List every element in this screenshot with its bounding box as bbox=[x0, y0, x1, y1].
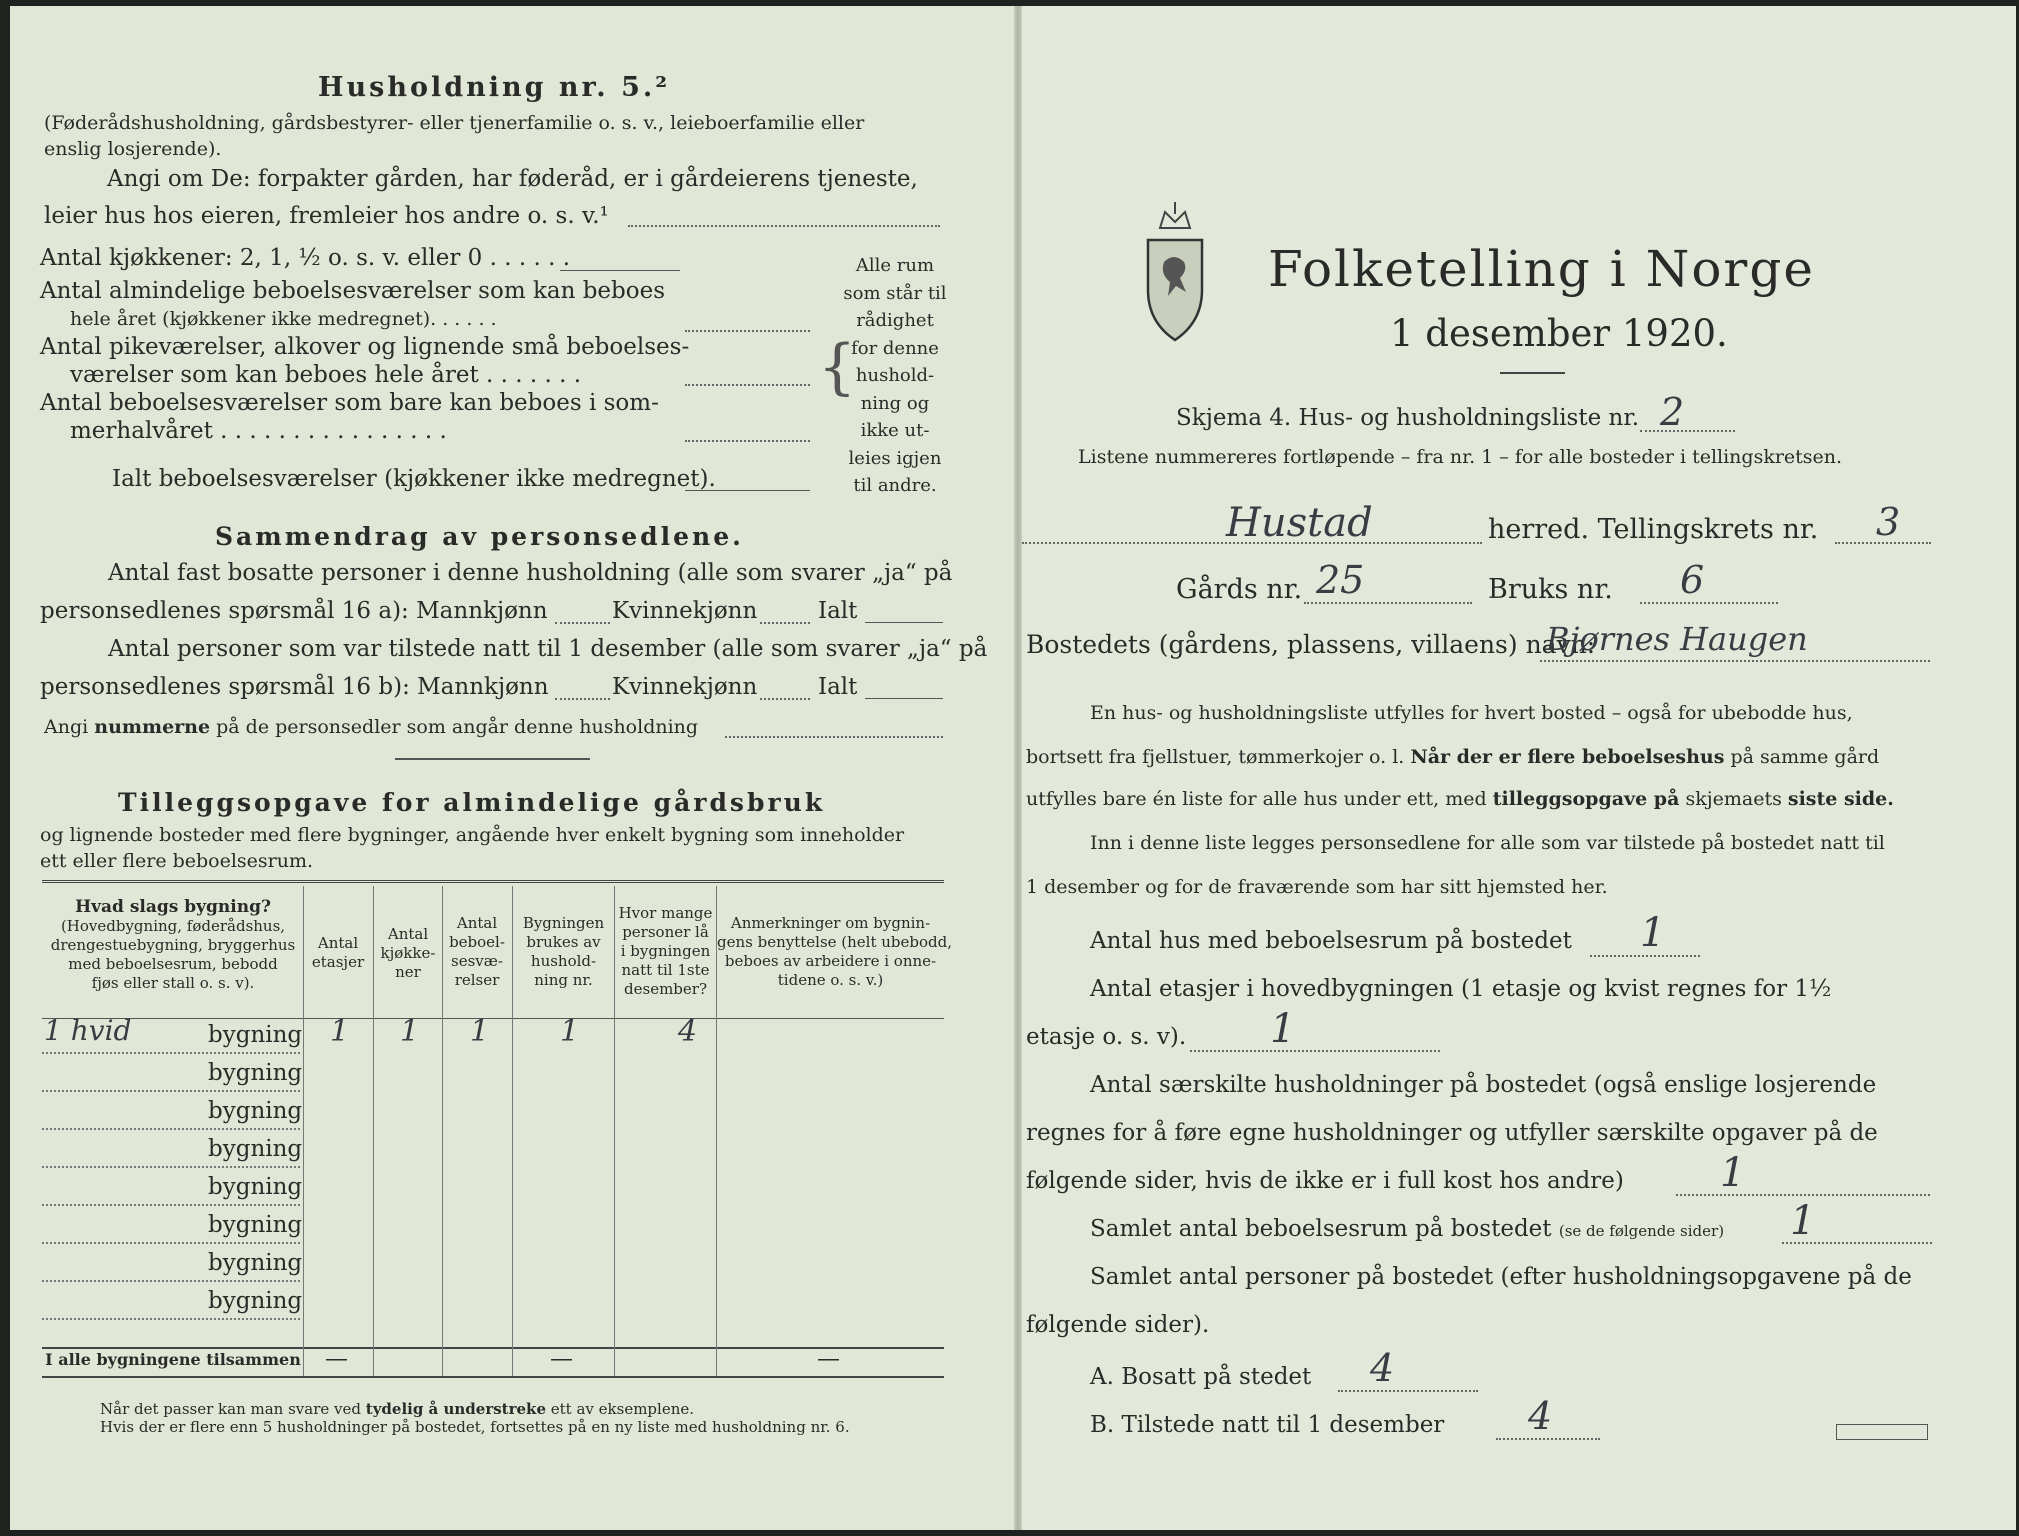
summary-female-label-b: Kvinnekjønn bbox=[612, 674, 758, 700]
q-husholdninger-c: følgende sider, hvis de ikke er i full kost hos andre) bbox=[1026, 1168, 1624, 1194]
q-husholdninger-line bbox=[1676, 1194, 1930, 1196]
rooms-note-line: som står til bbox=[843, 282, 947, 304]
summary-female-line-b bbox=[760, 698, 810, 700]
rooms-line-1 bbox=[560, 270, 680, 271]
footnote-1a: Når det passer kan man svare ved bbox=[100, 1400, 361, 1418]
para-2c: på samme gård bbox=[1730, 746, 1880, 768]
header-line: etasjer bbox=[311, 953, 365, 971]
q-etasjer-label-b: etasje o. s. v). bbox=[1026, 1024, 1187, 1050]
table-header-persons bbox=[615, 904, 716, 999]
summary-male-line-a bbox=[555, 622, 610, 624]
rooms-line-4 bbox=[685, 440, 810, 442]
herred-value: Hustad bbox=[1226, 500, 1373, 546]
krets-line bbox=[1835, 542, 1931, 544]
header-line: fjøs eller stall o. s. v). bbox=[91, 974, 255, 992]
header-line: ning nr. bbox=[534, 971, 593, 989]
table-top-rule bbox=[42, 880, 944, 883]
intro-line-1: (Føderådshusholdning, gårdsbestyrer- eller tjenerfamilie o. s. v., leieboerfamilie eller bbox=[44, 112, 865, 134]
para-2 bbox=[1026, 746, 1879, 768]
census-title: Folketelling i Norge bbox=[1268, 240, 1815, 298]
header-line: Antal bbox=[456, 914, 498, 932]
summary-line-3: Antal personer som var tilstede natt til 1 desember (alle som svarer „ja“ på bbox=[108, 636, 988, 662]
row-vaerelser-value: 1 bbox=[470, 1014, 490, 1049]
q-etasjer-line bbox=[1190, 1050, 1440, 1052]
coat-of-arms-icon bbox=[1140, 200, 1210, 348]
row-bygning-label: bygning bbox=[208, 1022, 303, 1048]
row-dotline bbox=[42, 1318, 300, 1320]
rooms-note-line: til andre. bbox=[853, 475, 937, 496]
bosted-label: Bostedets (gårdens, plassens, villaens) navn: bbox=[1026, 630, 1596, 659]
total-dash: — bbox=[817, 1346, 840, 1372]
footnote-2: Hvis der er flere enn 5 husholdninger på bostedet, fortsettes på en ny liste med husholdning nr. 6. bbox=[100, 1418, 850, 1436]
para-4: Inn i denne liste legges personsedlene for alle som var tilstede på bostedet natt til bbox=[1090, 832, 1885, 854]
para-2b: Når der er flere beboelseshus bbox=[1410, 746, 1725, 768]
rooms-note-line: hushold- bbox=[855, 365, 935, 386]
page-fold bbox=[1014, 6, 1022, 1530]
summary-total-label-b: Ialt bbox=[818, 674, 858, 700]
table-bottom-rule-b bbox=[42, 1376, 944, 1378]
header-line: personer lå bbox=[622, 923, 709, 941]
rooms-ordinary-a: Antal almindelige beboelsesværelser som kan beboes bbox=[40, 278, 666, 304]
bosted-value: Bjørnes Haugen bbox=[1546, 620, 1808, 658]
footnote-1c: ett av eksemplene. bbox=[550, 1400, 695, 1418]
census-date: 1 desember 1920. bbox=[1390, 312, 1728, 355]
q-rum-label-b: (se de følgende sider) bbox=[1558, 1222, 1725, 1240]
bruks-line bbox=[1640, 602, 1778, 604]
q-husholdninger-a: Antal særskilte husholdninger på bostedet (også enslige losjerende bbox=[1090, 1072, 1877, 1098]
q-hus-label: Antal hus med beboelsesrum på bostedet bbox=[1090, 928, 1572, 954]
intro-line-2: enslig losjerende). bbox=[44, 138, 222, 160]
summary-total-line-b bbox=[865, 698, 943, 699]
total-row-label: I alle bygningene tilsammen bbox=[45, 1350, 301, 1369]
rooms-ordinary-b: hele året (kjøkkener ikke medregnet). . . . . . bbox=[70, 308, 497, 330]
rooms-note bbox=[840, 252, 950, 500]
angi-nummerne-line bbox=[725, 736, 943, 738]
row-bygning-label: bygning bbox=[208, 1250, 303, 1276]
q-husholdninger-value: 1 bbox=[1720, 1150, 1746, 1196]
row-bygning-label: bygning bbox=[208, 1212, 303, 1238]
table-header-floors bbox=[304, 934, 372, 972]
rooms-kitchens: Antal kjøkkener: 2, 1, ½ o. s. v. eller 0 . . . . . . bbox=[40, 245, 571, 271]
q-tilstede-line bbox=[1496, 1438, 1600, 1440]
header-line: tidene o. s. v.) bbox=[777, 971, 884, 989]
q-personer-b: følgende sider). bbox=[1026, 1312, 1210, 1338]
table-header-rule bbox=[42, 1018, 944, 1019]
para-3c: skjemaets bbox=[1685, 788, 1782, 810]
para-3b: tilleggsopgave på bbox=[1492, 788, 1680, 810]
row-dotline bbox=[42, 1166, 300, 1168]
bruks-value: 6 bbox=[1680, 558, 1705, 602]
header-line: gens benyttelse (helt ubebodd, bbox=[717, 933, 953, 951]
row-bygning-label: bygning bbox=[208, 1174, 303, 1200]
q-rum-value: 1 bbox=[1790, 1198, 1816, 1244]
summary-female-label-a: Kvinnekjønn bbox=[612, 598, 758, 624]
table-bottom-rule-a bbox=[42, 1347, 944, 1349]
para-2a: bortsett fra fjellstuer, tømmerkojer o. l. bbox=[1026, 746, 1405, 768]
row-bygning-label: bygning bbox=[208, 1136, 303, 1162]
row-dotline bbox=[42, 1242, 300, 1244]
para-1: En hus- og husholdningsliste utfylles for hvert bosted – også for ubebodde hus, bbox=[1090, 702, 1853, 724]
summary-total-label-a: Ialt bbox=[818, 598, 858, 624]
q-tilstede-value: 4 bbox=[1528, 1394, 1553, 1438]
q-etasjer-label-a: Antal etasjer i hovedbygningen (1 etasje og kvist regnes for 1½ bbox=[1090, 976, 1832, 1002]
para-3d: siste side. bbox=[1787, 788, 1894, 810]
rooms-note-line: ning og bbox=[860, 392, 930, 414]
tillegg-title: Tilleggsopgave for almindelige gårdsbruk bbox=[118, 788, 826, 817]
printer-stamp bbox=[1836, 1424, 1928, 1440]
header-line: Bygningen bbox=[522, 914, 605, 932]
listene-note: Listene nummereres fortløpende – fra nr. 1 – for alle bosteder i tellingskretsen. bbox=[1078, 446, 1843, 468]
skjema-line bbox=[1640, 430, 1735, 432]
summary-line-1: Antal fast bosatte personer i denne husholdning (alle som svarer „ja“ på bbox=[108, 560, 953, 586]
q-hus-line bbox=[1590, 955, 1700, 957]
header-line: desember? bbox=[624, 980, 707, 998]
q-hus-value: 1 bbox=[1640, 910, 1666, 956]
header-line: hushold- bbox=[530, 952, 597, 970]
gards-value: 25 bbox=[1316, 558, 1365, 602]
q-bosatt-line bbox=[1338, 1390, 1478, 1392]
header-line: drengestuebygning, bryggerhus bbox=[50, 936, 296, 954]
row-bygning-label: bygning bbox=[208, 1288, 303, 1314]
rooms-maid-a: Antal pikeværelser, alkover og lignende små beboelses- bbox=[40, 334, 690, 360]
rooms-note-line: leies igjen bbox=[848, 447, 942, 469]
skjema-label: Skjema 4. Hus- og husholdningsliste nr. bbox=[1176, 405, 1640, 431]
rooms-line-3 bbox=[685, 384, 810, 386]
row-dotline bbox=[42, 1090, 300, 1092]
tillegg-line-1: og lignende bosteder med flere bygninger, angående hver enkelt bygning som inneholder bbox=[40, 824, 905, 846]
table-header-remarks bbox=[717, 914, 953, 990]
gards-label: Gårds nr. bbox=[1176, 574, 1303, 605]
row-husholdning-value: 1 bbox=[560, 1014, 580, 1049]
row-bygning-label: bygning bbox=[208, 1060, 303, 1086]
q-etasjer-value: 1 bbox=[1270, 1006, 1296, 1052]
skjema-value: 2 bbox=[1660, 390, 1685, 434]
row-dotline bbox=[42, 1204, 300, 1206]
rooms-note-line: rådighet bbox=[856, 310, 934, 331]
header-line: med beboelsesrum, bebodd bbox=[68, 955, 278, 973]
row-dotline bbox=[42, 1280, 300, 1282]
rooms-maid-b: værelser som kan beboes hele året . . . . . . . bbox=[70, 362, 582, 388]
section-divider bbox=[395, 758, 590, 760]
rooms-note-line: for denne bbox=[851, 337, 939, 359]
rooms-brace: { bbox=[818, 332, 857, 402]
angi-line-2: leier hus hos eieren, fremleier hos andre o. s. v.¹ bbox=[44, 203, 609, 229]
summary-line-4: personsedlenes spørsmål 16 b): Mannkjønn bbox=[40, 674, 549, 700]
summary-male-line-b bbox=[555, 698, 610, 700]
para-3 bbox=[1026, 788, 1894, 810]
angi-nummerne bbox=[44, 716, 698, 738]
q-rum-line bbox=[1782, 1242, 1932, 1244]
table-header-type bbox=[44, 898, 302, 993]
title-divider bbox=[1500, 372, 1565, 374]
header-line: Hvor mange bbox=[618, 904, 713, 922]
angi-line-1: Angi om De: forpakter gården, har føderåd, er i gårdeierens tjeneste, bbox=[107, 166, 918, 192]
header-line: beboel- bbox=[449, 933, 505, 951]
bosted-line bbox=[1540, 660, 1930, 662]
table-header-kitchens bbox=[374, 925, 442, 982]
row-dotline bbox=[42, 1128, 300, 1130]
summary-title: Sammendrag av personsedlene. bbox=[215, 522, 744, 551]
angi-nummerne-a: Angi bbox=[44, 716, 89, 738]
q-personer-a: Samlet antal personer på bostedet (efter husholdningsopgavene på de bbox=[1090, 1264, 1912, 1290]
header-line: Antal bbox=[387, 925, 429, 943]
total-dash: — bbox=[325, 1346, 348, 1372]
rooms-note-line: ikke ut- bbox=[860, 420, 930, 441]
q-bosatt-label: A. Bosatt på stedet bbox=[1090, 1364, 1312, 1390]
footnote-1b: tydelig å understreke bbox=[365, 1400, 546, 1418]
table-header-rooms bbox=[443, 914, 511, 990]
tillegg-line-2: ett eller flere beboelsesrum. bbox=[40, 850, 314, 872]
header-line: ner bbox=[395, 963, 421, 981]
rooms-total-line bbox=[685, 490, 810, 491]
row-personer-value: 4 bbox=[678, 1014, 698, 1049]
angi-nummerne-c: på de personsedler som angår denne husholdning bbox=[216, 716, 699, 738]
row-bygning-label: bygning bbox=[208, 1098, 303, 1124]
rooms-line-2 bbox=[685, 330, 810, 332]
bruks-label: Bruks nr. bbox=[1488, 574, 1613, 605]
header-line: brukes av bbox=[526, 933, 601, 951]
header-line: Antal bbox=[317, 934, 359, 952]
rooms-summer-a: Antal beboelsesværelser som bare kan beboes i som- bbox=[40, 390, 659, 416]
q-tilstede-label: B. Tilstede natt til 1 desember bbox=[1090, 1412, 1445, 1438]
q-rum-label-a: Samlet antal beboelsesrum på bostedet bbox=[1090, 1216, 1552, 1242]
row-kjokkener-value: 1 bbox=[400, 1014, 420, 1049]
para-5: 1 desember og for de fraværende som har sitt hjemsted her. bbox=[1026, 876, 1608, 898]
header-line: i bygningen bbox=[620, 942, 711, 960]
household-title: Husholdning nr. 5.² bbox=[318, 72, 671, 103]
rooms-total: Ialt beboelsesværelser (kjøkkener ikke medregnet). bbox=[112, 466, 716, 492]
rooms-note-line: Alle rum bbox=[855, 255, 935, 276]
header-line: Anmerkninger om bygnin- bbox=[730, 914, 931, 932]
angi-nummerne-b: nummerne bbox=[94, 716, 211, 738]
rooms-summer-b: merhalvåret . . . . . . . . . . . . . . . . bbox=[70, 418, 447, 444]
summary-female-line-a bbox=[760, 622, 810, 624]
angi-answer-line bbox=[628, 225, 940, 227]
total-dash: — bbox=[550, 1346, 573, 1372]
header-line: sesvæ- bbox=[451, 952, 503, 970]
row-etasjer-value: 1 bbox=[330, 1014, 350, 1049]
header-line: beboes av arbeidere i onne- bbox=[724, 952, 937, 970]
herred-label: herred. Tellingskrets nr. bbox=[1488, 514, 1819, 545]
left-page bbox=[10, 6, 1018, 1530]
header-line: kjøkke- bbox=[380, 944, 436, 962]
para-3a: utfylles bare én liste for alle hus under ett, med bbox=[1026, 788, 1487, 810]
gards-line bbox=[1304, 602, 1472, 604]
header-line: Hvad slags bygning? bbox=[75, 897, 271, 917]
q-bosatt-value: 4 bbox=[1370, 1346, 1395, 1390]
header-line: relser bbox=[454, 971, 500, 989]
q-husholdninger-b: regnes for å føre egne husholdninger og utfyller særskilte opgaver på de bbox=[1026, 1120, 1878, 1146]
row-type-value: 1 hvid bbox=[44, 1014, 132, 1047]
header-line: natt til 1ste bbox=[621, 961, 710, 979]
summary-line-2: personsedlenes spørsmål 16 a): Mannkjønn bbox=[40, 598, 548, 624]
table-header-household bbox=[513, 914, 614, 990]
q-rum-label bbox=[1090, 1216, 1724, 1242]
footnote-1 bbox=[100, 1400, 694, 1418]
summary-total-line-a bbox=[865, 622, 943, 623]
krets-value: 3 bbox=[1876, 500, 1901, 544]
header-line: (Hovedbygning, føderådshus, bbox=[60, 917, 286, 935]
row-dotline bbox=[42, 1052, 300, 1054]
herred-line bbox=[1022, 542, 1482, 544]
